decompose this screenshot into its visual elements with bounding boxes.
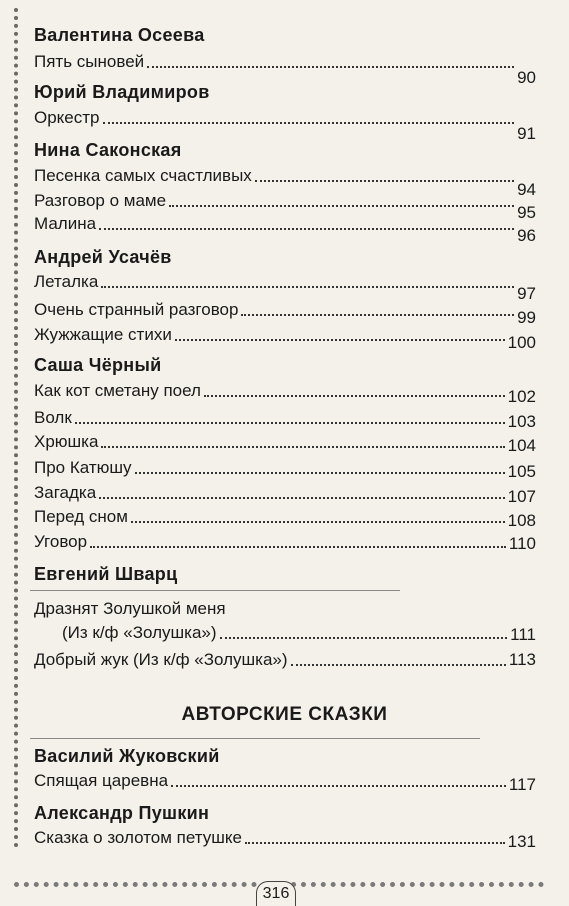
leader-dots xyxy=(90,546,506,548)
toc-entry-page: 117 xyxy=(508,775,536,794)
toc-entry-page: 105 xyxy=(507,462,536,481)
toc-entry-title: Очень странный разговор xyxy=(34,300,239,319)
toc-entry[interactable] xyxy=(34,52,536,87)
leader-dots xyxy=(171,785,506,787)
author-name: Андрей Усачёв xyxy=(34,247,172,267)
toc-entry-title: Оркестр xyxy=(34,108,100,127)
toc-entry-title: (Из к/ф «Золушка») xyxy=(62,623,217,642)
toc-entry[interactable] xyxy=(34,532,536,552)
leader-dots xyxy=(204,395,505,397)
author-name: Евгений Шварц xyxy=(34,564,178,584)
toc-entry-title: Как кот сметану поел xyxy=(34,381,201,400)
toc-entry[interactable] xyxy=(34,408,536,431)
leader-dots xyxy=(135,472,505,474)
author-name: Валентина Осеева xyxy=(34,25,205,45)
toc-entry-page: 99 xyxy=(517,308,536,327)
leader-dots xyxy=(175,339,505,341)
toc-entry-page: 111 xyxy=(510,625,536,644)
toc-entry-title: Уговор xyxy=(34,532,88,551)
toc-entry[interactable] xyxy=(34,650,536,670)
section-divider xyxy=(30,590,400,591)
toc-entry[interactable] xyxy=(34,166,536,199)
toc-entry-page: 102 xyxy=(507,387,536,406)
leader-dots xyxy=(131,521,505,523)
author-name: Юрий Владимиров xyxy=(34,82,210,102)
toc-entry-title: Сказка о золотом петушке xyxy=(34,828,242,847)
toc-entry-title: Разговор о маме xyxy=(34,191,167,210)
leader-dots xyxy=(99,228,514,230)
leader-dots xyxy=(99,497,504,499)
toc-entry[interactable] xyxy=(34,272,536,303)
toc-entry-title: Про Катюшу xyxy=(34,458,132,477)
toc-entry-page: 113 xyxy=(508,650,536,669)
toc-entry[interactable] xyxy=(34,458,536,481)
toc-entry-page: 94 xyxy=(517,180,536,199)
toc-entry-title: Спящая царевна xyxy=(34,771,169,790)
leader-dots xyxy=(245,842,505,844)
leader-dots xyxy=(101,446,504,448)
toc-entry-title: Леталка xyxy=(34,272,99,291)
author-name: Василий Жуковский xyxy=(34,746,220,766)
toc-entry-page: 108 xyxy=(507,511,536,530)
toc-entry-page: 100 xyxy=(507,333,536,352)
toc-entry-page: 104 xyxy=(507,436,536,455)
toc-entry[interactable] xyxy=(34,325,536,352)
toc-entry-page: 91 xyxy=(517,124,536,143)
toc-entry[interactable] xyxy=(34,507,536,530)
toc-entry[interactable] xyxy=(34,108,536,143)
toc-entry[interactable] xyxy=(34,191,536,222)
toc-entry-page: 95 xyxy=(517,203,536,222)
leader-dots xyxy=(103,122,515,124)
author-name: Саша Чёрный xyxy=(34,355,162,375)
leader-dots xyxy=(101,286,514,288)
leader-dots xyxy=(241,314,514,316)
leader-dots xyxy=(255,180,514,182)
toc-entry-page: 131 xyxy=(507,832,536,851)
leader-dots xyxy=(147,66,514,68)
toc-entry-page: 96 xyxy=(517,226,536,245)
toc-entry-page: 90 xyxy=(517,68,536,87)
toc-entry-page: 97 xyxy=(517,284,536,303)
toc-entry-title: Волк xyxy=(34,408,72,427)
toc-entry-title: Пять сыновей xyxy=(34,52,145,71)
page-number: 316 xyxy=(256,881,296,906)
toc-entry-title: Малина xyxy=(34,214,97,233)
toc-entry[interactable] xyxy=(34,300,536,327)
toc-entry[interactable] xyxy=(34,483,536,506)
author-name: Александр Пушкин xyxy=(34,803,210,823)
toc-entry[interactable] xyxy=(34,381,536,406)
toc-entry-title: Добрый жук (Из к/ф «Золушка») xyxy=(34,650,288,669)
toc-entry-title: Перед сном xyxy=(34,507,128,526)
toc-entry[interactable] xyxy=(62,623,536,643)
toc-entry[interactable] xyxy=(34,214,536,245)
toc-entry-title: Жужжащие стихи xyxy=(34,325,172,344)
section-heading: АВТОРСКИЕ СКАЗКИ xyxy=(181,704,388,725)
leader-dots xyxy=(220,637,508,639)
section-divider xyxy=(30,738,480,739)
toc-entry[interactable] xyxy=(34,771,536,794)
leader-dots xyxy=(291,664,506,666)
toc-entry-page: 107 xyxy=(507,487,536,506)
leader-dots xyxy=(169,205,514,207)
toc-entry-page: 103 xyxy=(507,412,536,431)
toc-entry-title: Песенка самых счастливых xyxy=(34,166,252,185)
toc-entry-title: Загадка xyxy=(34,483,97,502)
leader-dots xyxy=(75,422,505,424)
toc-entry-page: 110 xyxy=(508,534,536,553)
author-name: Нина Саконская xyxy=(34,140,182,160)
toc-entry-title-line1[interactable]: Дразнят Золушкой меня xyxy=(34,599,226,618)
toc-entry[interactable] xyxy=(34,432,536,455)
toc-entry[interactable] xyxy=(34,828,536,851)
toc-entry-title: Хрюшка xyxy=(34,432,99,451)
